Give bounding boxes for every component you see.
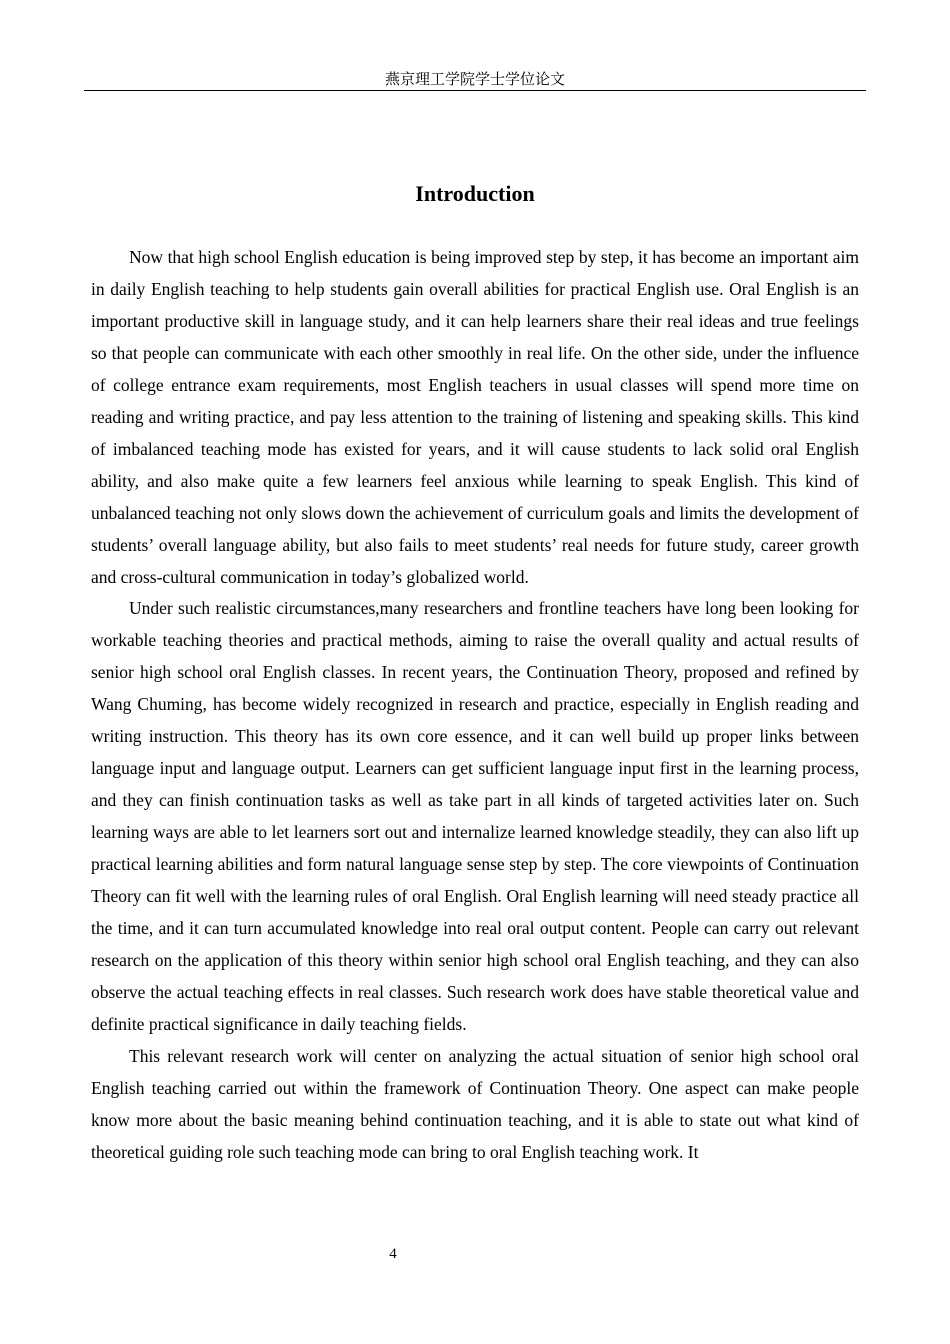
paragraph-2: Under such realistic circumstances,many researchers and frontline teachers have long been looking for workable teaching theories and practical methods, aiming to raise the overall quality and actual results of senior high school oral English classes. In recent years, the Continuation Theory, proposed and refined by Wang Chuming, has become widely recognized in research and practice, especially in English reading and writing instruction. This theory has its own core essence, and it can well build up proper links between language input and language output. Learners can get sufficient language input first in the learning process, and they can finish continuation tasks as well as take part in all kinds of targeted activities later on. Such learning ways are able to let learners sort out and internalize learned knowledge steadily, they can also lift up practical learning abilities and form natural language sense step by step. The core viewpoints of Continuation Theory can fit well with the learning rules of oral English. Oral English learning will need steady practice all the time, and it can turn accumulated knowledge into real oral output content. People can carry out relevant research on the application of this theory within senior high school oral English teaching, and they can also observe the actual teaching effects in real classes. Such research work does have stable theoretical value and definite practical significance in daily teaching fields. <box>91 598 859 1034</box>
body-text <box>91 242 859 1169</box>
paragraph-3: This relevant research work will center on analyzing the actual situation of senior high school oral English teaching carried out within the framework of Continuation Theory. One aspect can make people know more about the basic meaning behind continuation teaching, and it is able to state out what kind of theoretical guiding role such teaching mode can bring to oral English teaching work. It <box>91 1045 859 1162</box>
running-header: 燕京理工学院学士学位论文 <box>384 70 565 88</box>
section-title: Introduction <box>415 181 535 206</box>
header-rule <box>84 90 866 91</box>
page-number: 4 <box>389 1246 397 1262</box>
paragraph-1: Now that high school English education is being improved step by step, it has become an important aim in daily English teaching to help students gain overall abilities for practical English use. Oral English is an important productive skill in language study, and it can help learners share their real ideas and true feelings so that people can communicate with each other smoothly in real life. On the other side, under the influence of college entrance exam requirements, most English teachers in usual classes will spend more time on reading and writing practice, and pay less attention to the training of listening and speaking skills. This kind of imbalanced teaching mode has existed for years, and it will cause students to lack solid oral English ability, and also make quite a few learners feel anxious while learning to speak English. This kind of unbalanced teaching not only slows down the achievement of curriculum goals and limits the development of students’ overall language ability, but also fails to meet students’ real needs for future study, career growth and cross-cultural communication in today’s globalized world. <box>91 247 859 587</box>
